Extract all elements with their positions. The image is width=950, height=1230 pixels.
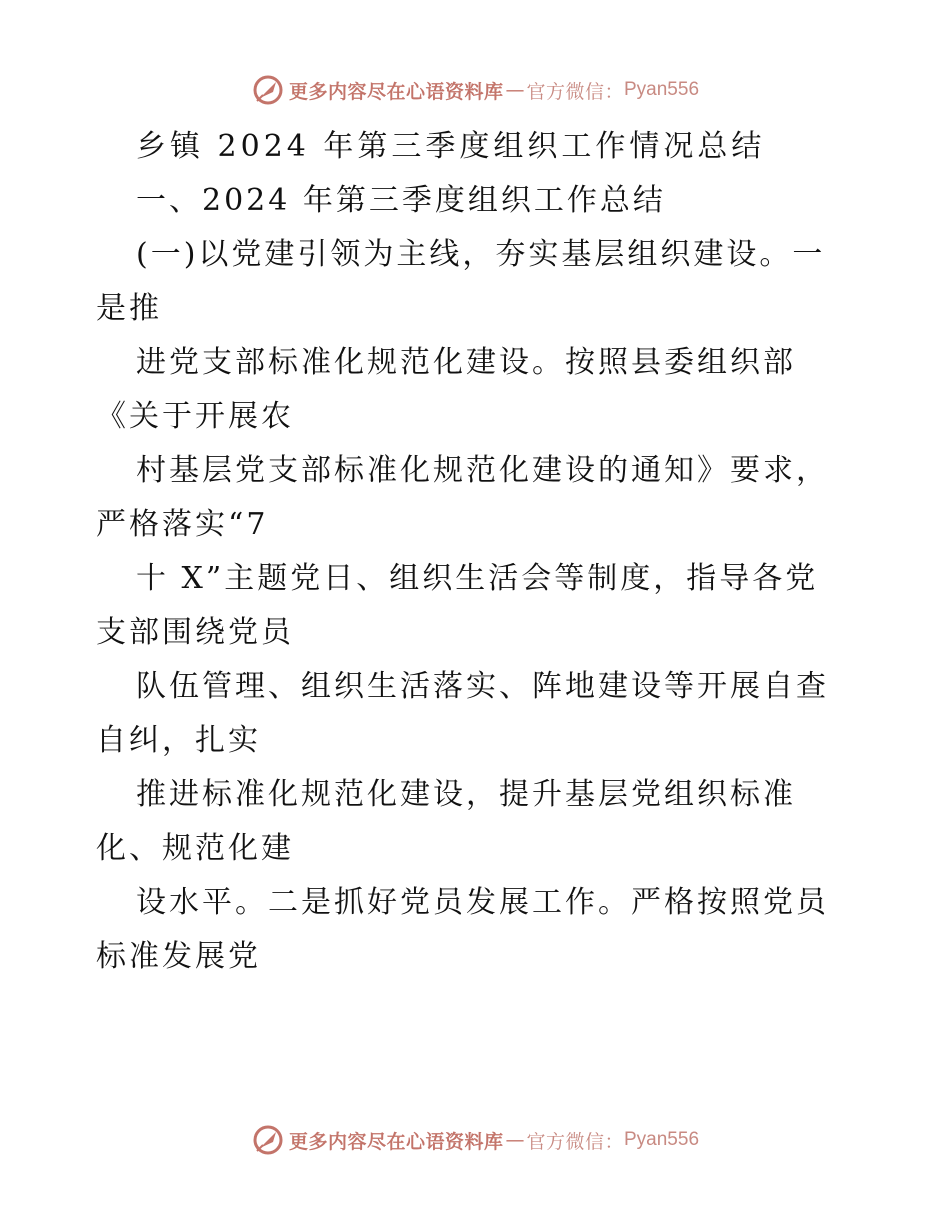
- body-line: 推进标准化规范化建设，提升基层党组织标准: [136, 777, 796, 812]
- watermark-wechat-id: Pyan556: [624, 1129, 700, 1150]
- document-title: 乡镇 2024 年第三季度组织工作情况总结: [136, 129, 766, 164]
- watermark-sub-text: 官方微信：: [526, 1130, 624, 1153]
- body-line: 是推: [96, 291, 162, 326]
- body-line: 标准发展党: [96, 939, 261, 974]
- header-watermark: [0, 70, 950, 110]
- watermark-main-text: 更多内容尽在心语资料库: [288, 80, 504, 103]
- section-heading: 一、2024 年第三季度组织工作总结: [136, 183, 666, 218]
- watermark-sub-text: 官方微信：: [526, 80, 624, 103]
- footer-watermark: [0, 1120, 950, 1160]
- watermark-dash: —: [505, 79, 525, 101]
- body-line: 严格落实“7: [96, 507, 269, 542]
- body-line: 村基层党支部标准化规范化建设的通知》要求，: [136, 453, 829, 488]
- body-line: 支部围绕党员: [96, 615, 294, 650]
- body-line: 自纠，扎实: [96, 723, 261, 758]
- body-line: (一)以党建引领为主线，夯实基层组织建设。一: [136, 237, 826, 272]
- quill-logo-icon: [251, 1123, 285, 1157]
- body-line: 十 X”主题党日、组织生活会等制度，指导各党: [136, 561, 819, 596]
- body-line: 队伍管理、组织生活落实、阵地建设等开展自查: [136, 669, 829, 704]
- watermark-dash: —: [505, 1129, 525, 1151]
- quill-logo-icon: [251, 73, 285, 107]
- watermark-wechat-id: Pyan556: [624, 79, 700, 100]
- body-line: 设水平。二是抓好党员发展工作。严格按照党员: [136, 885, 829, 920]
- body-line: 化、规范化建: [96, 831, 294, 866]
- body-line: 《关于开展农: [96, 399, 294, 434]
- watermark-main-text: 更多内容尽在心语资料库: [288, 1130, 504, 1153]
- body-line: 进党支部标准化规范化建设。按照县委组织部: [136, 345, 796, 380]
- document-body: [96, 120, 856, 984]
